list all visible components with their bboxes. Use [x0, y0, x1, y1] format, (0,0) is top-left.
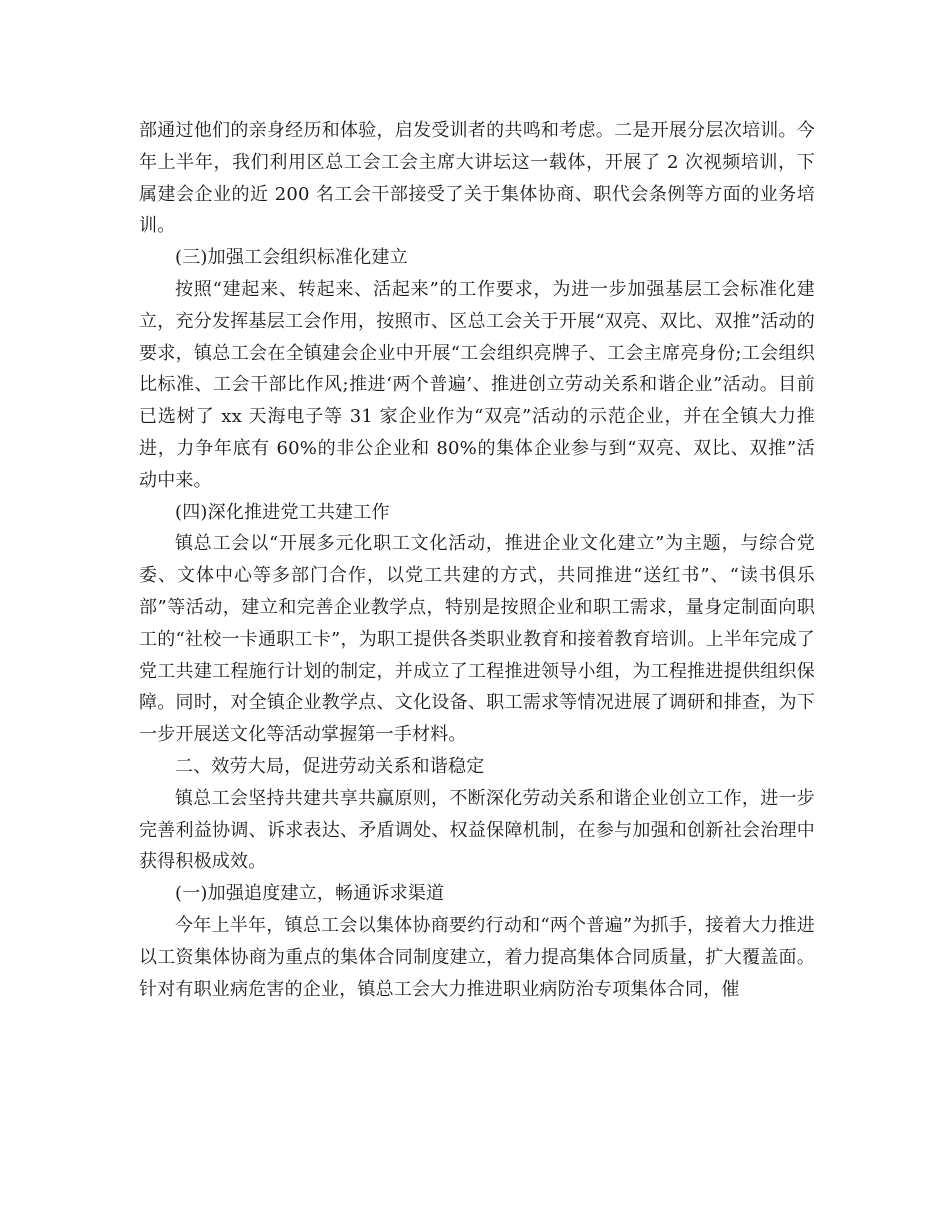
paragraph: 今年上半年，镇总工会以集体协商要约行动和“两个普遍”为抓手，接着大力推进以工资集体协商为重点的集体合同制度建立，着力提高集体合同质量，扩大覆盖面。针对有职业病危害的企业，镇总工会大力推进职业病防治专项集体合同，催	[139, 914, 815, 1000]
section-heading: (一)加强追度建立，畅通诉求渠道	[175, 883, 445, 905]
section-heading: (三)加强工会组织标准化建立	[175, 247, 408, 269]
paragraph: 镇总工会坚持共建共享共赢原则，不断深化劳动关系和谐企业创立工作，进一步完善利益协调、诉求表达、矛盾调处、权益保障机制，在参与加强和创新社会治理中获得积极成效。	[139, 787, 815, 873]
paragraph: 部通过他们的亲身经历和体验，启发受训者的共鸣和考虑。二是开展分层次培训。今年上半年，我们利用区总工会工会主席大讲坛这一载体，开展了 2 次视频培训，下属建会企业的近 200 名工会干部接受了关于集体协商、职代会条例等方面的业务培训。	[139, 120, 815, 237]
section-heading: 二、效劳大局，促进劳动关系和谐稳定	[175, 755, 485, 777]
section-heading: (四)深化推进党工共建工作	[175, 501, 390, 523]
paragraph: 镇总工会以“开展多元化职工文化活动，推进企业文化建立”为主题，与综合党委、文体中心等多部门合作，以党工共建的方式，共同推进“送红书”、“读书俱乐部”等活动，建立和完善企业教学点，特别是按照企业和职工需求，量身定制面向职工的“社校一卡通职工卡”，为职工提供各类职业教育和接着教育培训。上半年完成了党工共建工程施行计划的制定，并成立了工程推进领导小组，为工程推进提供组织保障。同时，对全镇企业教学点、文化设备、职工需求等情况进展了调研和排查，为下一步开展送文化等活动掌握第一手材料。	[139, 533, 815, 746]
paragraph: 按照“建起来、转起来、活起来”的工作要求，为进一步加强基层工会标准化建立，充分发挥基层工会作用，按照市、区总工会关于开展“双亮、双比、双推”活动的要求，镇总工会在全镇建会企业中开展“工会组织亮牌子、工会主席亮身份;工会组织比标准、工会干部比作风;推进‘两个普遍’、推进创立劳动关系和谐企业”活动。目前已选树了 xx 天海电子等 31 家企业作为“双亮”活动的示范企业，并在全镇大力推进，力争年底有 60%的非公企业和 80%的集体企业参与到“双亮、双比、双推”活动中来。	[139, 278, 815, 491]
document-body	[139, 115, 815, 1005]
